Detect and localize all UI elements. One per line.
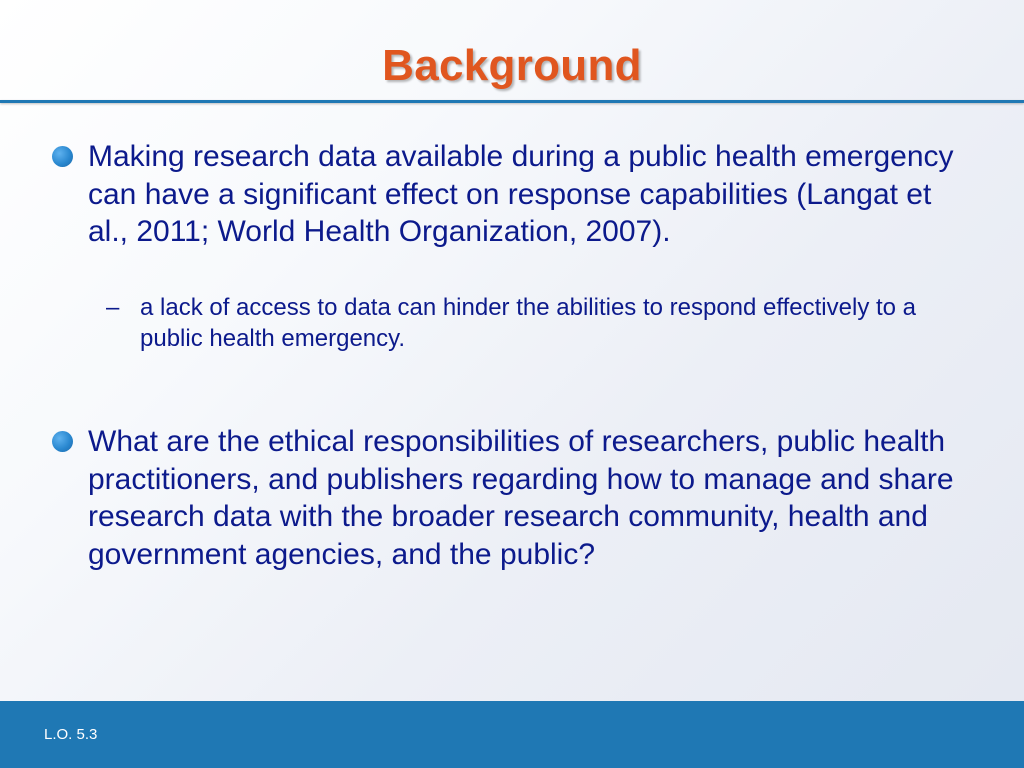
bullet-1-text: Making research data available during a public health emergency can have a significant effect on response capabilities (Langat et al., 2011; World Health Organization, 2007). — [88, 140, 954, 248]
slide-title: Background — [382, 41, 642, 90]
bullet-2-text: What are the ethical responsibilities of researchers, public health practitioners, and publishers regarding how to manage and share research data with the broader research community, health and government agencies, and the public? — [88, 425, 954, 571]
footer-label: L.O. 5.3 — [44, 726, 98, 743]
bullet-dot-icon — [52, 146, 73, 167]
bullet-dot-icon — [52, 431, 73, 452]
dash-icon: – — [106, 294, 120, 321]
title-divider — [0, 100, 1024, 103]
sub-bullet-1-text: a lack of access to data can hinder the abilities to respond effectively to a public health emergency. — [140, 294, 917, 352]
footer-bar — [0, 701, 1024, 768]
